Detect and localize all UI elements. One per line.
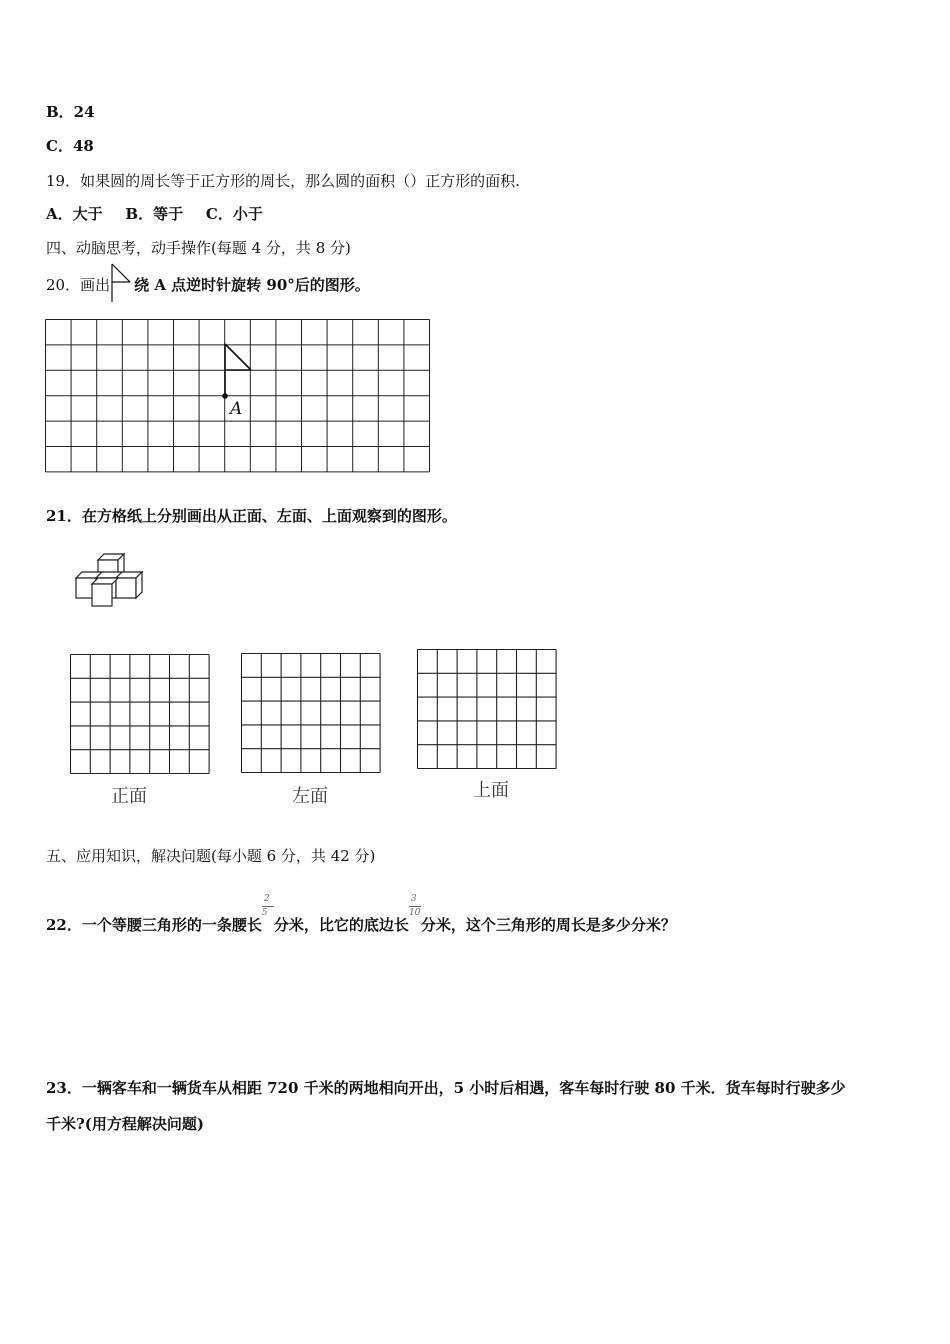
q19-option-a: A．大于 bbox=[46, 205, 103, 223]
question-19: 19．如果圆的周长等于正方形的周长，那么圆的面积（）正方形的面积. bbox=[46, 172, 520, 190]
question-20 bbox=[46, 275, 370, 296]
q20-text-after: 绕 A 点逆时针旋转 90°后的图形。 bbox=[134, 276, 370, 294]
question-23-line1: 23．一辆客车和一辆货车从相距 720 千米的两地相向开出，5 小时后相遇，客车每时行驶 80 千米．货车每时行驶多少 bbox=[46, 1079, 846, 1097]
point-a bbox=[222, 393, 228, 399]
q20-grid bbox=[45, 319, 431, 473]
flag-shape bbox=[222, 344, 251, 399]
q19-option-c: C．小于 bbox=[205, 205, 263, 223]
section-5-title: 五、应用知识，解决问题(每小题 6 分，共 42 分) bbox=[46, 847, 376, 865]
section-4-title: 四、动脑思考，动手操作(每题 4 分，共 8 分) bbox=[46, 239, 351, 257]
grid-top bbox=[417, 649, 557, 770]
question-23-line2: 千米?(用方程解决问题) bbox=[46, 1115, 204, 1133]
option-c: C．48 bbox=[46, 137, 94, 155]
question-22 bbox=[46, 894, 676, 936]
q20-text-before: 20．画出 bbox=[46, 276, 111, 294]
cubes-figure bbox=[68, 548, 158, 620]
q19-option-b: B．等于 bbox=[125, 205, 184, 223]
label-top: 上面 bbox=[473, 780, 509, 801]
fraction-2-5: $\frac{2}{5}$ bbox=[262, 916, 274, 936]
grid-left bbox=[241, 653, 381, 774]
q22-part1: 22．一个等腰三角形的一条腰长 bbox=[46, 916, 262, 934]
option-b: B．24 bbox=[46, 103, 95, 121]
question-21: 21．在方格纸上分别画出从正面、左面、上面观察到的图形。 bbox=[46, 507, 457, 525]
label-left: 左面 bbox=[292, 786, 328, 807]
fraction-3-10: $\frac{3}{10}$ bbox=[408, 894, 421, 918]
point-a-label: A bbox=[230, 399, 243, 419]
label-front: 正面 bbox=[111, 786, 147, 807]
question-19-options bbox=[46, 204, 263, 224]
q22-part2: 分米，比它的底边长 bbox=[273, 916, 409, 934]
flag-icon bbox=[110, 276, 134, 296]
q22-part3: 分米，这个三角形的周长是多少分米？ bbox=[420, 916, 676, 934]
grid-front bbox=[70, 654, 210, 775]
